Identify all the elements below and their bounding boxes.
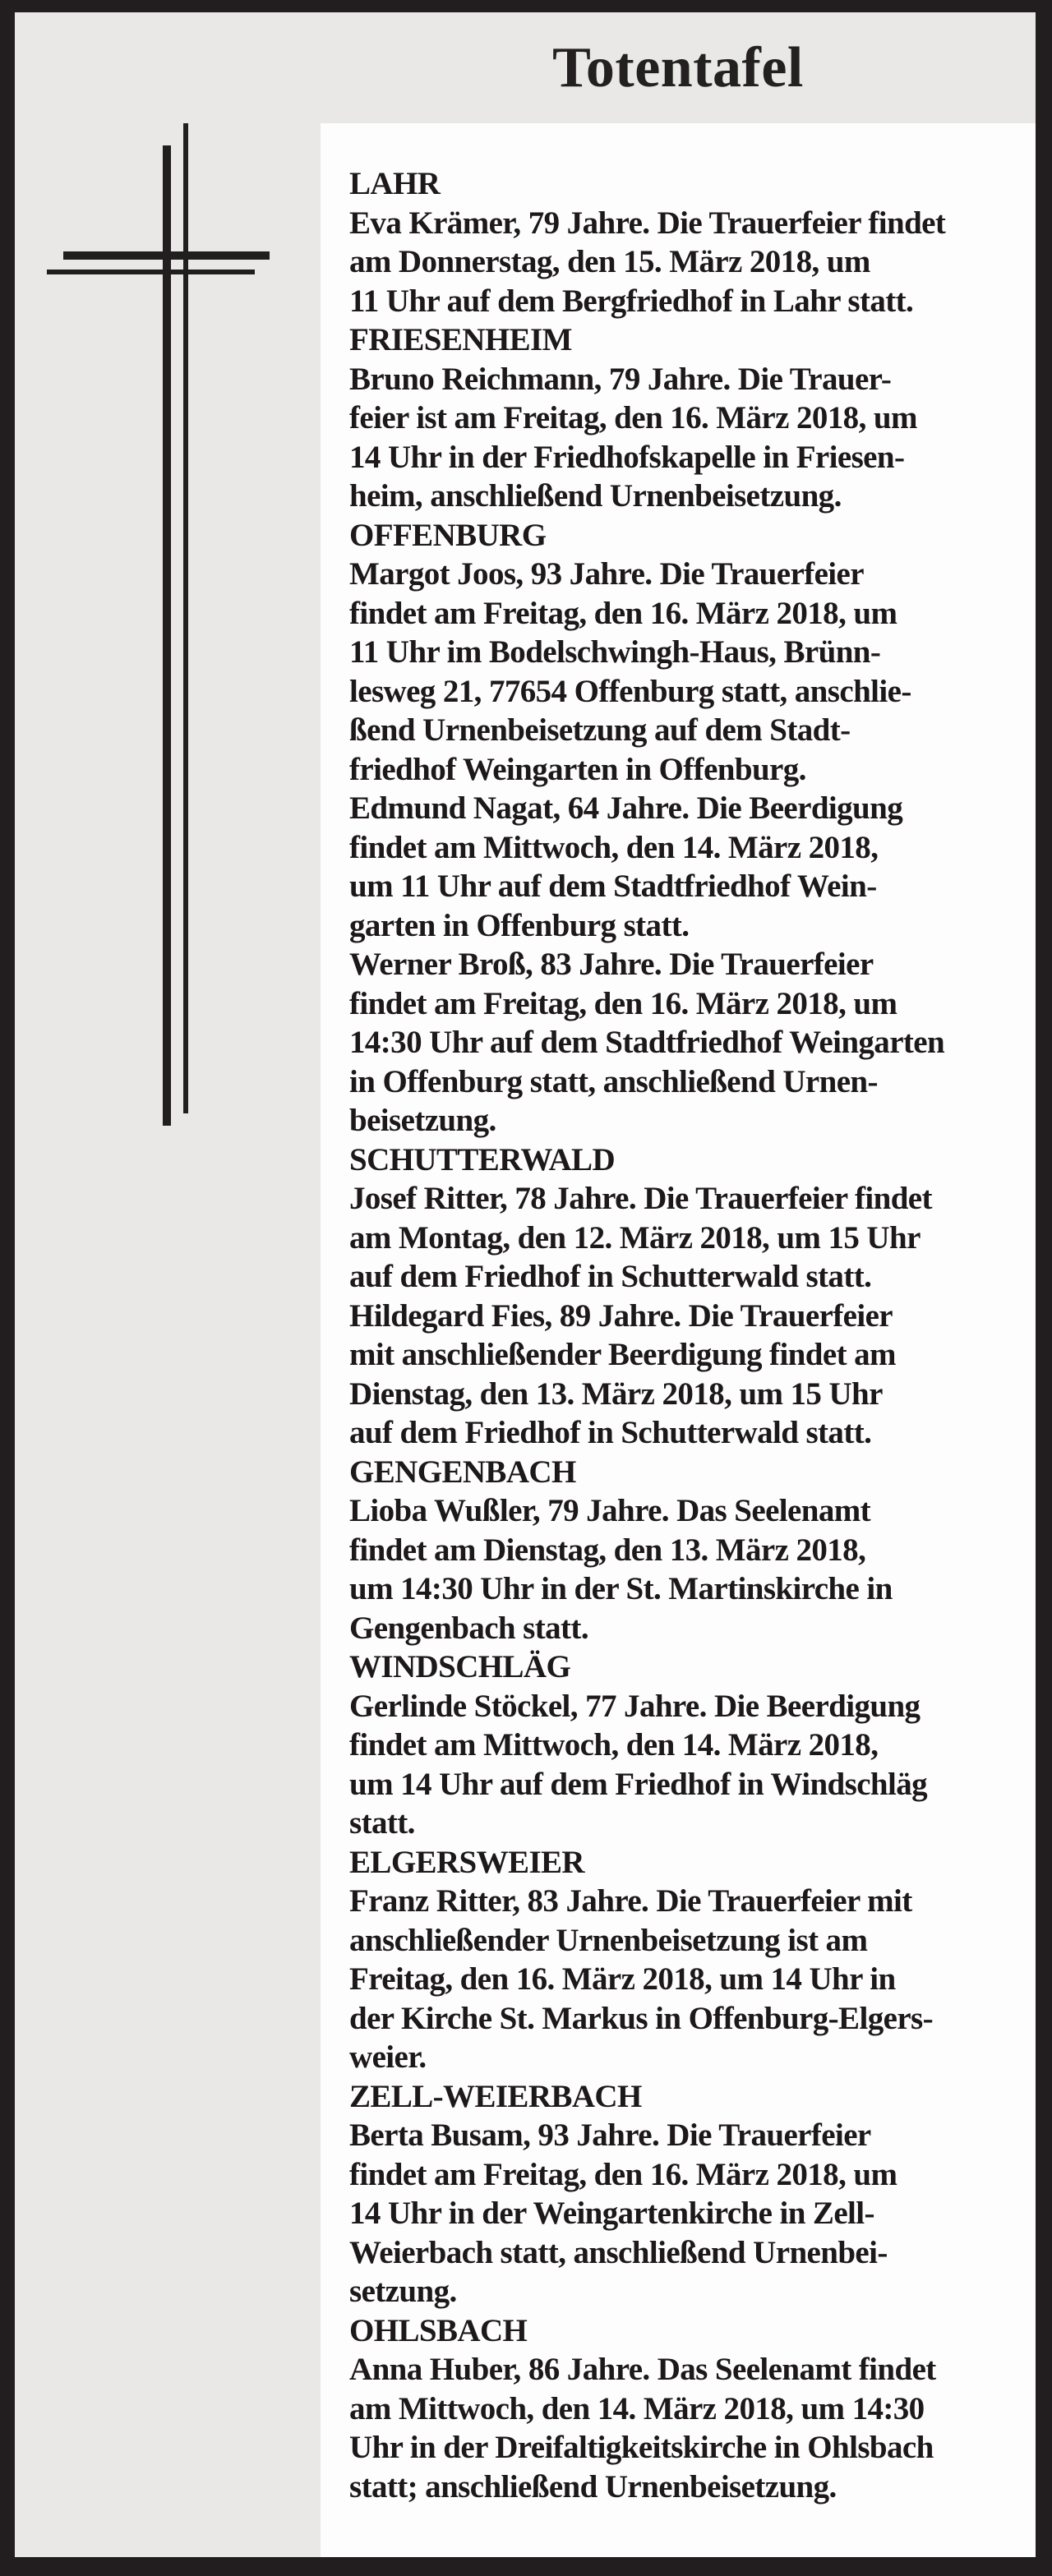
city-heading: FRIESENHEIM <box>349 322 572 357</box>
notice-line: statt; anschließend Urnenbeisetzung. <box>349 2468 837 2505</box>
notice-line: findet am Mittwoch, den 14. März 2018, <box>349 829 879 865</box>
city-heading: OHLSBACH <box>349 2312 528 2348</box>
notice-entry <box>349 1491 1019 1647</box>
section-entries <box>349 2116 1019 2311</box>
page-title: Totentafel <box>552 35 804 99</box>
notice-entry <box>349 1297 1019 1453</box>
notice-line: Franz Ritter, 83 Jahre. Die Trauerfeier mit <box>349 1883 912 1919</box>
notice-line: auf dem Friedhof in Schutterwald statt. <box>349 1415 872 1450</box>
notice-line: Lioba Wußler, 79 Jahre. Das Seelenamt <box>349 1493 871 1528</box>
cross-horizontal-bar-thick <box>63 251 270 260</box>
notice-line: Werner Broß, 83 Jahre. Die Trauerfeier <box>349 947 874 982</box>
notice-line: ßend Urnenbeisetzung auf dem Stadt- <box>349 712 851 748</box>
notice-line: 11 Uhr im Bodelschwingh-Haus, Brünn- <box>349 634 881 670</box>
section-entries <box>349 1491 1019 1647</box>
section-entries <box>349 555 1019 1141</box>
notice-line: lesweg 21, 77654 Offenburg statt, anschlie- <box>349 673 911 709</box>
notice-entry <box>349 945 1019 1141</box>
notice-entry <box>349 1179 1019 1297</box>
notice-line: heim, anschließend Urnenbeisetzung. <box>349 478 842 514</box>
section-entries <box>349 1179 1019 1453</box>
notice-line: weier. <box>349 2039 427 2075</box>
section-entries <box>349 1687 1019 1843</box>
notice-entry <box>349 2350 1019 2506</box>
notice-entry <box>349 360 1019 516</box>
city-section <box>349 1647 1019 1843</box>
city-section <box>349 516 1019 1141</box>
notice-line: Freitag, den 16. März 2018, um 14 Uhr in <box>349 1961 896 1997</box>
notice-entry <box>349 1882 1019 2077</box>
notice-line: statt. <box>349 1805 415 1841</box>
notice-line: Dienstag, den 13. März 2018, um 15 Uhr <box>349 1376 883 1412</box>
notice-line: Uhr in der Dreifaltigkeitskirche in Ohlsbach <box>349 2430 934 2465</box>
notice-line: auf dem Friedhof in Schutterwald statt. <box>349 1259 872 1294</box>
notices-column <box>349 164 1019 2506</box>
notice-line: findet am Freitag, den 16. März 2018, um <box>349 2156 897 2192</box>
notice-line: setzung. <box>349 2274 457 2309</box>
notice-line: um 14 Uhr auf dem Friedhof in Windschläg <box>349 1766 928 1802</box>
notice-line: Edmund Nagat, 64 Jahre. Die Beerdigung <box>349 790 903 826</box>
city-section <box>349 1141 1019 1453</box>
notice-line: Gerlinde Stöckel, 77 Jahre. Die Beerdigung <box>349 1688 920 1724</box>
obituary-board <box>15 12 1036 2557</box>
notice-entry <box>349 1687 1019 1843</box>
notice-line: Berta Busam, 93 Jahre. Die Trauerfeier <box>349 2117 871 2153</box>
notice-line: anschließender Urnenbeisetzung ist am <box>349 1922 868 1958</box>
notice-line: am Montag, den 12. März 2018, um 15 Uhr <box>349 1219 920 1256</box>
notice-line: Weierbach statt, anschließend Urnenbei- <box>349 2234 888 2270</box>
notice-line: Gengenbach statt. <box>349 1610 588 1646</box>
notice-line: findet am Freitag, den 16. März 2018, um <box>349 985 897 1021</box>
notice-line: Eva Krämer, 79 Jahre. Die Trauerfeier findet <box>349 205 946 241</box>
cross-horizontal-bar-thin <box>47 270 255 274</box>
section-entries <box>349 204 1019 321</box>
notice-line: um 14:30 Uhr in der St. Martinskirche in <box>349 1571 893 1606</box>
city-heading: SCHUTTERWALD <box>349 1141 616 1177</box>
city-section <box>349 1453 1019 1648</box>
notice-line: der Kirche St. Markus in Offenburg-Elgers- <box>349 2000 933 2036</box>
notice-line: findet am Mittwoch, den 14. März 2018, <box>349 1727 879 1763</box>
notice-line: am Donnerstag, den 15. März 2018, um <box>349 244 870 279</box>
notice-line: 14 Uhr in der Weingartenkirche in Zell- <box>349 2196 874 2231</box>
notice-line: findet am Freitag, den 16. März 2018, um <box>349 595 897 631</box>
notice-line: beisetzung. <box>349 1103 496 1138</box>
notice-line: Hildegard Fies, 89 Jahre. Die Trauerfeier <box>349 1297 893 1334</box>
notice-line: Bruno Reichmann, 79 Jahre. Die Trauer- <box>349 361 892 397</box>
notice-line: um 11 Uhr auf dem Stadtfriedhof Wein- <box>349 869 877 904</box>
notice-line: 14:30 Uhr auf dem Stadtfriedhof Weingarten <box>349 1025 945 1060</box>
notice-entry <box>349 789 1019 945</box>
city-section <box>349 2077 1019 2311</box>
city-section <box>349 164 1019 320</box>
notice-line: Margot Joos, 93 Jahre. Die Trauerfeier <box>349 556 864 592</box>
notice-line: 11 Uhr auf dem Bergfriedhof in Lahr statt. <box>349 283 914 319</box>
notice-entry <box>349 555 1019 789</box>
notice-line: 14 Uhr in der Friedhofskapelle in Friesen- <box>349 439 905 475</box>
notice-entry <box>349 204 1019 321</box>
notice-line: Josef Ritter, 78 Jahre. Die Trauerfeier findet <box>349 1181 932 1216</box>
cross-vertical-bar-thick <box>163 145 171 1126</box>
header-band <box>321 12 1036 123</box>
city-heading: ZELL-WEIERBACH <box>349 2078 642 2114</box>
city-section <box>349 2311 1019 2507</box>
notice-line: mit anschließender Beerdigung findet am <box>349 1337 896 1372</box>
city-section <box>349 320 1019 516</box>
city-heading: LAHR <box>349 166 441 201</box>
notice-line: findet am Dienstag, den 13. März 2018, <box>349 1532 866 1568</box>
notice-line: am Mittwoch, den 14. März 2018, um 14:30 <box>349 2390 925 2426</box>
notice-line: garten in Offenburg statt. <box>349 907 690 943</box>
notice-entry <box>349 2116 1019 2311</box>
notice-line: friedhof Weingarten in Offenburg. <box>349 751 806 787</box>
city-heading: GENGENBACH <box>349 1454 576 1490</box>
city-heading: ELGERSWEIER <box>349 1844 584 1880</box>
section-entries <box>349 360 1019 516</box>
section-entries <box>349 2350 1019 2506</box>
city-section <box>349 1843 1019 2077</box>
notice-line: feier ist am Freitag, den 16. März 2018, um <box>349 400 917 435</box>
section-entries <box>349 1882 1019 2077</box>
city-heading: WINDSCHLÄG <box>349 1649 571 1684</box>
notice-line: Anna Huber, 86 Jahre. Das Seelenamt findet <box>349 2352 936 2387</box>
notice-line: in Offenburg statt, anschließend Urnen- <box>349 1063 878 1099</box>
city-heading: OFFENBURG <box>349 517 547 553</box>
